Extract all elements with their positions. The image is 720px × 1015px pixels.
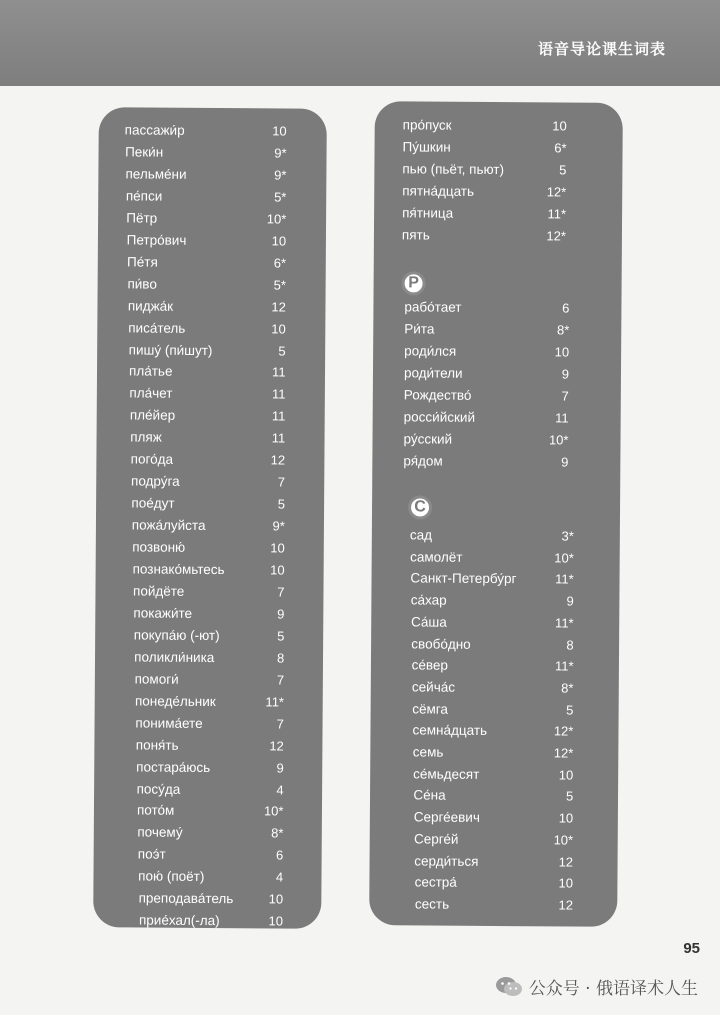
- vocabulary-word: позвоню́: [132, 539, 186, 555]
- lesson-number: 10: [272, 123, 287, 139]
- vocabulary-entry: [97, 408, 325, 432]
- lesson-number: 6: [562, 300, 570, 316]
- vocabulary-word: самолёт: [410, 549, 463, 565]
- lesson-number: 11*: [555, 571, 574, 587]
- lesson-number: 5*: [273, 277, 287, 293]
- vocabulary-word: посу́да: [136, 780, 181, 797]
- lesson-number: 9: [276, 760, 284, 776]
- vocabulary-word: писа́тель: [128, 319, 186, 336]
- vocabulary-entry: [375, 117, 623, 141]
- vocabulary-entry: [94, 825, 322, 849]
- vocabulary-entry: [371, 701, 619, 725]
- lesson-number: 11: [555, 410, 569, 426]
- vocabulary-entry: [95, 583, 323, 607]
- vocabulary-word: поня́ть: [135, 737, 179, 753]
- vocabulary-word: семь: [412, 744, 444, 760]
- vocabulary-word: поэ́т: [137, 846, 166, 863]
- vocabulary-entry: [95, 693, 323, 717]
- vocabulary-word: подру́га: [130, 473, 180, 489]
- vocabulary-entry: [98, 254, 326, 278]
- lesson-number: 10: [558, 875, 574, 891]
- vocabulary-entry: [95, 671, 323, 695]
- vocabulary-entry: [371, 636, 619, 660]
- lesson-number: 8*: [556, 322, 570, 338]
- vocabulary-word: сесть: [414, 896, 450, 912]
- vocabulary-entry: [94, 715, 322, 739]
- vocabulary-entry: [372, 431, 620, 455]
- vocabulary-entry: [374, 227, 622, 251]
- vocabulary-entry: [98, 276, 326, 300]
- vocabulary-word: Пу́шкин: [402, 139, 451, 155]
- lesson-number: 9: [277, 606, 285, 622]
- lesson-number: 10*: [553, 832, 574, 848]
- vocabulary-entry: [372, 549, 620, 573]
- vocabulary-entry: [370, 809, 618, 833]
- lesson-number: 8*: [271, 825, 284, 841]
- vocabulary-word: сёмга: [412, 701, 448, 717]
- vocabulary-word: пляж: [130, 429, 162, 445]
- vocabulary-word: пельме́ни: [125, 166, 187, 182]
- vocabulary-entry: [94, 847, 322, 871]
- lesson-number: 12: [558, 897, 574, 913]
- lesson-number: 5: [559, 162, 567, 178]
- vocabulary-word: Са́ша: [410, 614, 447, 630]
- vocabulary-word: Ри́та: [404, 321, 435, 337]
- vocabulary-word: пла́чет: [129, 385, 173, 402]
- vocabulary-entry: [97, 386, 325, 410]
- vocabulary-entry: [95, 649, 323, 673]
- lesson-number: 12: [558, 853, 574, 870]
- vocabulary-entry: [96, 517, 324, 541]
- lesson-number: 12: [271, 299, 286, 315]
- lesson-number: 4: [276, 781, 284, 798]
- vocabulary-panel-right: [369, 101, 623, 927]
- vocabulary-word: пи́во: [127, 276, 157, 292]
- header-bar: [0, 0, 720, 86]
- vocabulary-entry: [373, 343, 621, 367]
- vocabulary-word: познако́мьтесь: [132, 561, 225, 578]
- lesson-number: 6*: [554, 140, 567, 156]
- vocabulary-entry: [96, 539, 324, 563]
- wechat-icon: [495, 976, 523, 998]
- vocabulary-word: роди́лся: [404, 343, 457, 359]
- vocabulary-word: поликли́ника: [134, 649, 215, 665]
- vocabulary-word: Петро́вич: [126, 232, 187, 248]
- lesson-number: 10: [268, 891, 284, 907]
- vocabulary-entry: [370, 722, 618, 746]
- lesson-number: 9*: [274, 167, 287, 183]
- vocabulary-word: ру́сский: [403, 431, 453, 447]
- vocabulary-entry: [372, 453, 620, 477]
- vocabulary-word: Пётр: [126, 210, 158, 226]
- lesson-number: 5: [277, 628, 285, 644]
- vocabulary-word: покупа́ю (-ют): [133, 627, 220, 643]
- vocabulary-word: постара́юсь: [136, 759, 211, 775]
- lesson-number: 11*: [547, 206, 567, 222]
- vocabulary-entry: [373, 365, 621, 389]
- lesson-number: 11*: [555, 615, 574, 631]
- vocabulary-word: покажи́те: [133, 605, 193, 621]
- vocabulary-word: Се́на: [413, 787, 446, 804]
- lesson-number: 10*: [554, 550, 574, 566]
- lesson-number: 9*: [274, 145, 287, 161]
- vocabulary-entry: [98, 188, 326, 212]
- vocabulary-word: сад: [409, 527, 433, 543]
- vocabulary-entry: [95, 605, 323, 629]
- vocabulary-word: Рождество́: [403, 387, 472, 403]
- vocabulary-word: пою́ (поёт): [138, 868, 205, 885]
- vocabulary-entry: [97, 342, 325, 366]
- vocabulary-word: са́хар: [410, 592, 447, 608]
- vocabulary-word: се́вер: [411, 657, 448, 673]
- vocabulary-entry: [94, 759, 322, 783]
- vocabulary-entry: [374, 205, 622, 229]
- lesson-number: 10: [554, 344, 570, 360]
- vocabulary-panel-left: [93, 107, 327, 929]
- vocabulary-entry: [93, 890, 321, 914]
- vocabulary-word: се́мьдесят: [413, 766, 480, 782]
- lesson-number: 11*: [265, 694, 285, 710]
- vocabulary-entry: [370, 766, 618, 790]
- vocabulary-entry: [371, 571, 619, 595]
- vocabulary-entry: [374, 183, 622, 207]
- lesson-number: 7: [276, 716, 284, 732]
- lesson-number: 9: [561, 366, 570, 382]
- vocabulary-word: пассажи́р: [124, 122, 185, 138]
- lesson-number: 9: [561, 454, 569, 470]
- vocabulary-entry: [99, 122, 327, 146]
- section-letter-badge: С: [408, 495, 432, 519]
- lesson-number: 11: [271, 430, 286, 446]
- watermark: [495, 974, 698, 999]
- vocabulary-word: росси́йский: [403, 409, 476, 425]
- lesson-number: 12*: [553, 723, 574, 739]
- lesson-number: 10*: [266, 211, 287, 227]
- lesson-number: 12*: [546, 228, 566, 244]
- vocabulary-entry: [373, 387, 621, 411]
- header-title: 语音导论课生词表: [537, 40, 666, 58]
- vocabulary-entry: [373, 299, 621, 323]
- vocabulary-word: Пе́тя: [127, 254, 158, 270]
- vocabulary-entry: [370, 831, 618, 855]
- vocabulary-word: пле́йер: [129, 407, 176, 424]
- vocabulary-entry: [94, 781, 322, 805]
- vocabulary-entry: [373, 321, 621, 345]
- vocabulary-entry: [371, 657, 619, 681]
- vocabulary-word: роди́тели: [403, 365, 463, 381]
- vocabulary-word: прие́хал(-ла): [138, 912, 220, 929]
- vocabulary-word: пишу́ (пи́шут): [128, 341, 213, 358]
- vocabulary-entry: [95, 627, 323, 651]
- vocabulary-entry: [369, 853, 617, 877]
- vocabulary-word: преподава́тель: [138, 890, 234, 907]
- vocabulary-word: серди́ться: [414, 852, 479, 869]
- vocabulary-word: пя́тница: [402, 205, 454, 221]
- vocabulary-word: ря́дом: [403, 453, 443, 469]
- vocabulary-word: пиджа́к: [127, 298, 174, 314]
- section-letter-badge: Р: [402, 271, 426, 295]
- vocabulary-entry: [369, 874, 617, 898]
- vocabulary-word: пото́м: [136, 802, 175, 819]
- lesson-number: 7: [276, 672, 285, 688]
- lesson-number: 8*: [561, 680, 574, 696]
- vocabulary-entry: [96, 430, 324, 454]
- vocabulary-entry: [96, 473, 324, 497]
- watermark-text: 公众号 · 俄语译术人生: [528, 979, 698, 999]
- vocabulary-word: про́пуск: [402, 117, 452, 133]
- vocabulary-word: сестра́: [414, 874, 457, 890]
- lesson-number: 9*: [272, 518, 285, 534]
- lesson-number: 3*: [561, 528, 574, 544]
- vocabulary-entry: [374, 161, 622, 185]
- vocabulary-entry: [96, 495, 324, 519]
- lesson-number: 10: [271, 233, 287, 249]
- vocabulary-word: пойдёте: [132, 583, 185, 599]
- lesson-number: 5: [277, 496, 286, 512]
- vocabulary-word: пять: [401, 227, 430, 243]
- vocabulary-entry: [369, 896, 617, 920]
- vocabulary-entry: [96, 451, 324, 475]
- lesson-number: 10: [552, 118, 567, 134]
- vocabulary-entry: [97, 298, 325, 322]
- lesson-number: 5: [566, 702, 574, 718]
- vocabulary-word: пожа́луйста: [131, 517, 206, 534]
- vocabulary-word: пе́пси: [125, 188, 163, 204]
- vocabulary-entry: [98, 166, 326, 190]
- vocabulary-entry: [97, 320, 325, 344]
- vocabulary-word: пого́да: [130, 451, 174, 467]
- lesson-number: 11*: [554, 658, 574, 674]
- vocabulary-word: пью (пьёт, пьют): [402, 161, 505, 178]
- lesson-number: 10: [271, 320, 286, 337]
- lesson-number: 10*: [548, 432, 569, 448]
- lesson-number: 10: [270, 540, 285, 556]
- vocabulary-entry: [373, 409, 621, 433]
- lesson-number: 10: [268, 913, 284, 929]
- vocabulary-entry: [93, 912, 321, 936]
- lesson-number: 5: [565, 788, 574, 804]
- vocabulary-entry: [93, 868, 321, 892]
- vocabulary-entry: [94, 737, 322, 761]
- vocabulary-entry: [370, 788, 618, 812]
- lesson-number: 10: [558, 767, 574, 783]
- vocabulary-word: Пеки́н: [125, 144, 164, 160]
- vocabulary-word: Санкт-Петербу́рг: [410, 570, 517, 587]
- vocabulary-entry: [98, 232, 326, 256]
- vocabulary-entry: [371, 679, 619, 703]
- lesson-number: 10: [558, 810, 574, 826]
- lesson-number: 7: [277, 474, 286, 490]
- vocabulary-entry: [371, 614, 619, 638]
- lesson-number: 10*: [263, 803, 284, 819]
- vocabulary-entry: [374, 139, 622, 163]
- lesson-number: 9: [566, 593, 574, 609]
- lesson-number: 4: [275, 869, 284, 885]
- vocabulary-word: Серге́й: [413, 831, 459, 847]
- lesson-number: 10: [270, 562, 285, 578]
- vocabulary-word: свобо́дно: [411, 635, 471, 652]
- vocabulary-entry: [96, 561, 324, 585]
- vocabulary-entry: [97, 364, 325, 388]
- lesson-number: 6*: [273, 255, 287, 271]
- vocabulary-word: сейча́с: [411, 679, 456, 695]
- vocabulary-word: пла́тье: [129, 363, 173, 380]
- lesson-number: 12*: [553, 745, 574, 761]
- lesson-number: 11: [272, 364, 286, 380]
- vocabulary-entry: [372, 527, 620, 551]
- lesson-number: 7: [561, 388, 569, 404]
- lesson-number: 5: [278, 342, 286, 359]
- vocabulary-word: пятна́дцать: [402, 183, 475, 199]
- vocabulary-word: Серге́евич: [413, 809, 480, 825]
- lesson-number: 11: [271, 408, 286, 424]
- lesson-number: 7: [277, 584, 285, 600]
- vocabulary-entry: [98, 210, 326, 234]
- vocabulary-entry: [94, 803, 322, 827]
- lesson-number: 12*: [546, 184, 567, 200]
- vocabulary-word: помоги́: [134, 671, 179, 687]
- vocabulary-word: семна́дцать: [412, 722, 488, 739]
- lesson-number: 8: [276, 650, 285, 666]
- vocabulary-entry: [98, 144, 326, 168]
- lesson-number: 12: [269, 738, 284, 754]
- vocabulary-word: понима́ете: [135, 715, 203, 731]
- lesson-number: 8: [566, 636, 574, 653]
- vocabulary-word: понеде́льник: [134, 693, 216, 709]
- lesson-number: 6: [276, 847, 284, 863]
- vocabulary-word: рабо́тает: [404, 299, 462, 315]
- lesson-number: 12: [270, 452, 286, 468]
- vocabulary-word: пое́дут: [131, 495, 175, 511]
- page-number: 95: [683, 940, 700, 957]
- vocabulary-word: почему́: [137, 824, 183, 841]
- vocabulary-entry: [371, 592, 619, 616]
- lesson-number: 5*: [274, 189, 287, 205]
- lesson-number: 11: [271, 386, 286, 402]
- vocabulary-entry: [370, 744, 618, 768]
